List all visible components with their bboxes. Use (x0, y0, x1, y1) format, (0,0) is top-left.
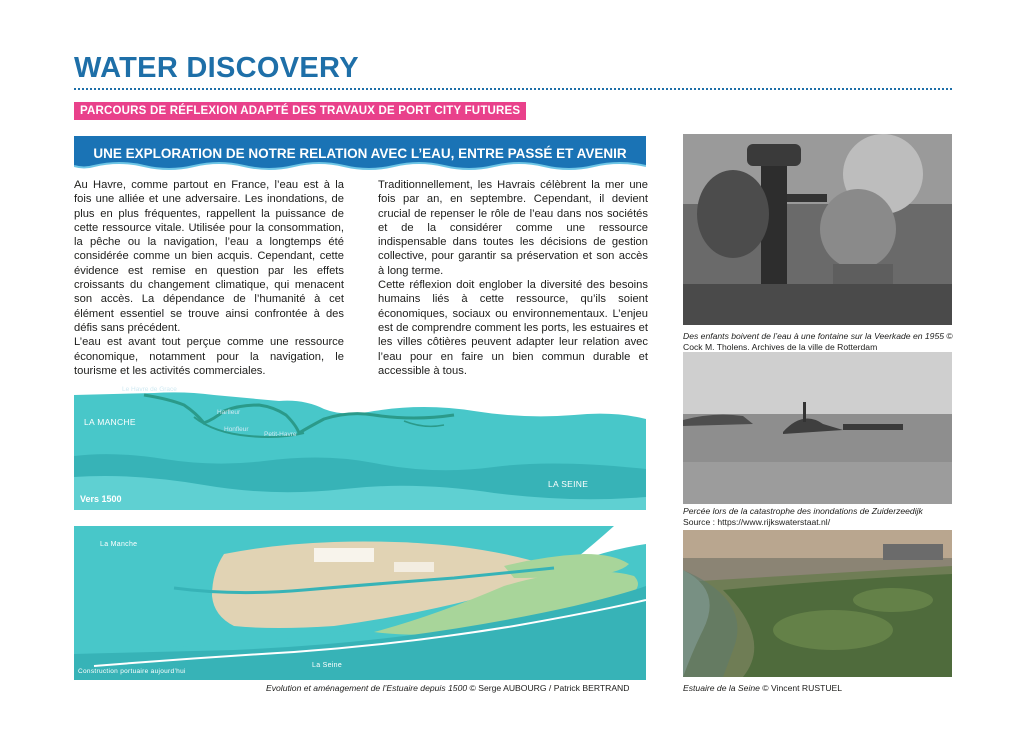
photo-caption-credit: © Cock M. Tholens. Archives de la ville de Rotterdam (683, 331, 953, 352)
section-banner (74, 136, 646, 176)
text-column-left (74, 178, 344, 378)
map-label-sea: LA MANCHE (84, 417, 136, 427)
map-caption-title: Evolution et aménagement de l’Estuaire depuis 1500 (266, 683, 468, 693)
map-label-river: La Seine (312, 662, 343, 669)
photo-caption-title: Percée lors de la catastrophe des inondations de Zuiderzeedijk (683, 506, 923, 516)
map-period-label: Vers 1500 (80, 494, 122, 504)
photo-caption-credit: © Vincent RUSTUEL (759, 683, 843, 693)
paragraph: Cette réflexion doit englober la diversité des besoins humains liés à cette ressource, qu’ils soient économiques, sociaux ou environnementaux. L’enjeu est de comprendre comment les ports, les estuaires et les villes côtières peuvent adapter leur relation avec l’eau pour en faire un bien commun durable et accessible à tous. (378, 279, 648, 377)
text-column-right (378, 178, 648, 378)
map-place-label: Petit-Havre (264, 431, 297, 438)
title-divider (74, 88, 952, 90)
map-caption-credit: © Serge AUBOURG / Patrick BERTRAND (467, 683, 630, 693)
banner-title: UNE EXPLORATION DE NOTRE RELATION AVEC L’EAU, ENTRE PASSÉ ET AVENIR (93, 146, 627, 161)
estuary-map-today-graphic (74, 526, 646, 680)
page-title: WATER DISCOVERY (74, 52, 359, 84)
map-period-label: Construction portuaire aujourd’hui (78, 668, 186, 675)
paragraph: L’eau est avant tout perçue comme une ressource économique, notamment pour la navigation, le tourisme et les activités commerciales. (74, 336, 344, 377)
estuary-map-1500 (74, 381, 646, 510)
map-label-river: LA SEINE (548, 479, 589, 489)
photo-fountain (683, 134, 952, 325)
photo-dike-breach (683, 352, 952, 504)
map-caption (266, 683, 629, 693)
photo-caption (683, 506, 955, 528)
photo-seine-estuary (683, 530, 952, 677)
paragraph: Traditionnellement, les Havrais célèbrent la mer une fois par an, en septembre. Cependant, il devient crucial de repenser le rôle de l’eau dans nos sociétés et de la considérer comme une ressource indispensable dans toutes les décisions de gestion collective, pour garantir sa préservation et son accès à long terme. (378, 179, 648, 277)
paragraph: Au Havre, comme partout en France, l’eau est à la fois une alliée et une adversaire. Les inondations, de plus en plus fréquentes, rappellent la puissance de cette ressource vitale. Utilisée pour la consommation, la pêche ou la navigation, l’eau a longtemps été considérée comme un bien acquis. Cependant, cette évidence est remise en question par les effets croissants du changement climatique, qui menacent son accès. La dépendance de l’humanité à cet élément essentiel se trouve ainsi confrontée à des défis sans précédent. (74, 179, 344, 334)
estuary-map-today (74, 526, 646, 680)
map-label-sea: La Manche (100, 541, 138, 548)
photo-caption-title: Estuaire de la Seine (683, 683, 760, 693)
photo-caption-source: Source : https://www.rijkswaterstaat.nl/ (683, 517, 831, 527)
photo-dike-breach-image (683, 352, 952, 504)
estuary-map-1500-graphic (74, 381, 646, 510)
subtitle-tag: PARCOURS DE RÉFLEXION ADAPTÉ DES TRAVAUX DE PORT CITY FUTURES (74, 102, 526, 120)
photo-caption (683, 683, 955, 694)
map-place-label: Harfleur (217, 409, 241, 416)
map-place-label: Le Havre de Grace (122, 386, 177, 393)
map-place-label: Honfleur (224, 426, 249, 433)
photo-caption (683, 331, 955, 353)
photo-seine-estuary-image (683, 530, 952, 677)
photo-fountain-image (683, 134, 952, 325)
photo-caption-title: Des enfants boivent de l’eau à une fontaine sur la Veerkade en 1955 (683, 331, 945, 341)
